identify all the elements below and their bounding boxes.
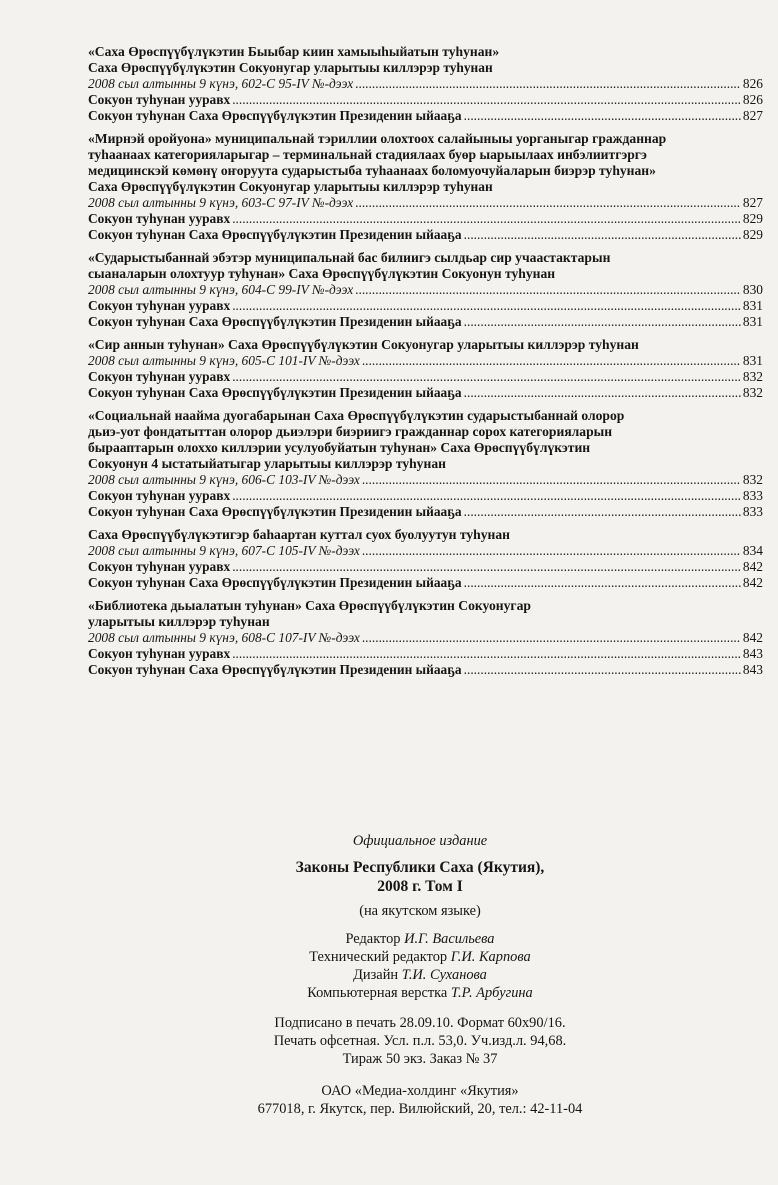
page-number: 827 [742,195,763,210]
law-title-line: уларытыы киллэрэр туһунан [88,614,270,629]
dot-leader [355,282,741,298]
toc-row-label: Сокуон туһунан Саха Өрөспүүбүлүкэтин Президенин ыйааҕа [88,385,462,400]
toc-row-label: Сокуон туһунан ууравх [88,369,231,384]
toc-row-label: Сокуон туһунан ууравх [88,646,231,661]
toc-row [88,353,763,369]
dot-leader [464,314,741,330]
toc-row-label: Саха Өрөспүүбүлүкэтин Сокуонугар уларытыы киллэрэр туһунан [88,179,493,194]
toc-row [88,646,763,662]
toc-row-label: 2008 сыл алтынны 9 күнэ, 604-С 99-IV №-дээх [88,282,354,297]
table-of-contents [88,44,763,685]
toc-row-label: Сокуон туһунан ууравх [88,211,231,226]
law-title-line: сыаналарын олохтуур туһунан» Саха Өрөспүүбүлүкэтин Сокуонун туһунан [88,266,556,281]
toc-row-label: 2008 сыл алтынны 9 күнэ, 606-С 103-IV №-дээх [88,472,360,487]
law-title-line: Сокуонун 4 ыстатыйатыгар уларытыы киллэрэр туһунан [88,456,446,471]
page-number: 832 [742,369,763,384]
toc-row-label: 2008 сыл алтынны 9 күнэ, 608-С 107-IV №-дээх [88,630,360,645]
law-title-line: медицинскэй көмөнү оҥоруута сударыстыба туһаанаах боломуочуйаларын биэрэр туһунан» [88,163,656,178]
dot-leader [232,369,741,385]
toc-row [88,195,763,211]
page-number: 831 [742,314,763,329]
law-title-line: «Сир аннын туһунан» Саха Өрөспүүбүлүкэтин Сокуонугар уларытыы киллэрэр туһунан [88,337,639,352]
toc-entry [88,131,763,243]
toc-row [88,488,763,504]
toc-row [88,108,763,124]
page-number: 830 [742,282,763,297]
page-number: 826 [742,76,763,91]
page-number: 826 [742,92,763,107]
law-title-line: «Сударыстыбаннай эбэтэр муниципальнай бас билиигэ сылдьар сир учаастактарын [88,250,611,265]
page-number: 829 [742,227,763,242]
dot-leader [232,211,741,227]
page-number: 833 [742,504,763,519]
toc-row-label: 2008 сыл алтынны 9 күнэ, 605-С 101-IV №-дээх [88,353,360,368]
toc-row [88,630,763,646]
toc-row-label: Сокуон туһунан Саха Өрөспүүбүлүкэтин Президенин ыйааҕа [88,227,462,242]
toc-row-label: 2008 сыл алтынны 9 күнэ, 602-С 95-IV №-дээх [88,76,354,91]
edition-label: Официальное издание [352,833,488,849]
dot-leader [464,227,741,243]
publisher-name: ОАО «Медиа-холдинг «Якутия» [321,1083,519,1099]
toc-row-label: Сокуон туһунан Саха Өрөспүүбүлүкэтин Президенин ыйааҕа [88,662,462,677]
language-note: (на якутском языке) [359,903,481,919]
toc-row [88,472,763,488]
toc-row [88,298,763,314]
toc-row [88,179,763,195]
toc-row-label: Сокуон туһунан Саха Өрөспүүбүлүкэтин Президенин ыйааҕа [88,108,462,123]
toc-entry [88,408,763,520]
dot-leader [355,195,741,211]
dot-leader [464,575,741,591]
dot-leader [232,298,741,314]
toc-row-label: Сокуон туһунан ууравх [88,488,231,503]
page-number: 842 [742,559,763,574]
credit-editor: Редактор И.Г. Васильева [345,931,495,947]
toc-row-label: Сокуон туһунан Саха Өрөспүүбүлүкэтин Президенин ыйааҕа [88,504,462,519]
dot-leader [232,488,741,504]
page-number: 842 [742,630,763,645]
page-number: 831 [742,298,763,313]
page-number: 843 [742,662,763,677]
toc-row [88,369,763,385]
print-info-3: Тираж 50 экз. Заказ № 37 [342,1051,498,1067]
toc-row-label: Сокуон туһунан ууравх [88,298,231,313]
print-info-1: Подписано в печать 28.09.10. Формат 60x90/16. [274,1015,566,1031]
dot-leader [362,543,741,559]
page-number: 827 [742,108,763,123]
toc-row-label: Сокуон туһунан ууравх [88,92,231,107]
toc-row [88,92,763,108]
dot-leader [362,353,741,369]
dot-leader [464,108,741,124]
law-title-line: туһаанаах категорияларыгар – терминальнай стадиялаах буөр ыарыылаах инбэлиитгэргэ [88,147,647,162]
toc-row-label: Сокуон туһунан Саха Өрөспүүбүлүкэтин Президенин ыйааҕа [88,314,462,329]
law-title-line: Саха Өрөспүүбүлүкэтигэр баһаартан куттал суох буолуутун туһунан [88,527,510,542]
law-title-line: бырааптарын олоххо киллэрии усулуобуйатын туһунан» Саха Өрөспүүбүлүкэтин [88,440,591,455]
page-number: 833 [742,488,763,503]
toc-entry [88,527,763,591]
page-number: 829 [742,211,763,226]
toc-row [88,282,763,298]
page-number: 842 [742,575,763,590]
credit-layout: Компьютерная верстка Т.Р. Арбугина [307,985,533,1001]
toc-row [88,314,763,330]
dot-leader [232,646,741,662]
dot-leader [362,630,741,646]
toc-row [88,559,763,575]
toc-entry [88,337,763,401]
imprint [170,832,670,1118]
book-volume: 2008 г. Том I [377,878,463,895]
law-title-line: «Библиотека дьыалатын туһунан» Саха Өрөспүүбүлүкэтин Сокуонугар [88,598,531,613]
toc-row [88,543,763,559]
dot-leader [232,92,741,108]
page-number: 832 [742,385,763,400]
toc-row-label: Саха Өрөспүүбүлүкэтин Сокуонугар уларытыы киллэрэр туһунан [88,60,493,75]
book-title: Законы Республики Саха (Якутия), [295,859,545,876]
toc-row [88,60,763,76]
toc-entry [88,250,763,330]
toc-row [88,575,763,591]
credit-technical-editor: Технический редактор Г.И. Карпова [309,949,531,965]
page-number: 843 [742,646,763,661]
dot-leader [362,472,741,488]
law-title-line: «Социальнай наайма дуогабарынан Саха Өрөспүүбүлүкэтин сударыстыбаннай олорор [88,408,625,423]
print-info-2: Печать офсетная. Усл. п.л. 53,0. Уч.изд.л. 94,68. [273,1033,567,1049]
credit-design: Дизайн Т.И. Суханова [353,967,487,983]
dot-leader [232,559,741,575]
dot-leader [464,662,741,678]
page-number: 834 [742,543,763,558]
dot-leader [464,504,741,520]
toc-row [88,227,763,243]
toc-row-label: 2008 сыл алтынны 9 күнэ, 607-С 105-IV №-дээх [88,543,360,558]
toc-row-label: 2008 сыл алтынны 9 күнэ, 603-С 97-IV №-дээх [88,195,354,210]
law-title-line: дьиэ-уот фондатыттан олорор дьиэлэри биэриигэ гражданнар сорох категорияларын [88,424,613,439]
toc-entry [88,598,763,678]
page-number: 832 [742,472,763,487]
law-title-line: «Саха Өрөспүүбүлүкэтин Быыбар киин хамыыһыйатын туһунан» [88,44,500,59]
toc-row [88,385,763,401]
toc-row [88,504,763,520]
toc-row [88,76,763,92]
page-number: 831 [742,353,763,368]
toc-entry [88,44,763,124]
toc-row-label: Сокуон туһунан Саха Өрөспүүбүлүкэтин Президенин ыйааҕа [88,575,462,590]
dot-leader [355,76,741,92]
toc-row [88,662,763,678]
law-title-line: «Мирнэй оройуона» муниципальнай тэриллии олохтоох салайыныы уорганыгар гражданнар [88,131,667,146]
publisher-address: 677018, г. Якутск, пер. Вилюйский, 20, тел.: 42-11-04 [257,1101,583,1117]
toc-row [88,211,763,227]
dot-leader [464,385,741,401]
toc-row-label: Сокуон туһунан ууравх [88,559,231,574]
